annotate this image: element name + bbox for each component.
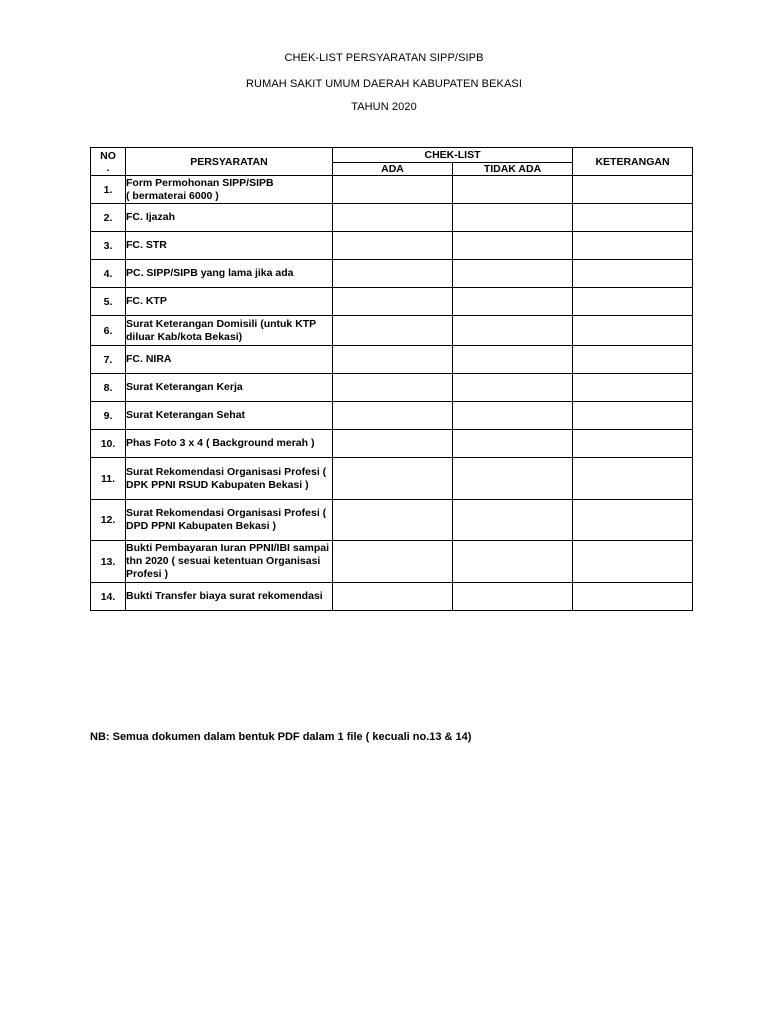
table-row	[91, 176, 693, 204]
row-number: 9.	[91, 402, 126, 430]
row-number: 12.	[91, 500, 126, 541]
table-row	[91, 430, 693, 458]
table-row	[91, 260, 693, 288]
row-number: 11.	[91, 458, 126, 500]
row-requirement: Form Permohonan SIPP/SIPB ( bermaterai 6000 )	[126, 176, 333, 204]
table-row	[91, 232, 693, 260]
table-row	[91, 204, 693, 232]
keterangan-cell[interactable]	[573, 583, 693, 611]
row-requirement: Surat Rekomendasi Organisasi Profesi ( DPK PPNI RSUD Kabupaten Bekasi )	[126, 458, 333, 500]
table-row	[91, 402, 693, 430]
ada-cell[interactable]	[333, 288, 453, 316]
table-row	[91, 583, 693, 611]
keterangan-cell[interactable]	[573, 541, 693, 583]
keterangan-cell[interactable]	[573, 346, 693, 374]
tidak-ada-cell[interactable]	[453, 260, 573, 288]
ada-cell[interactable]	[333, 402, 453, 430]
keterangan-cell[interactable]	[573, 288, 693, 316]
ada-cell[interactable]	[333, 374, 453, 402]
row-requirement: Surat Rekomendasi Organisasi Profesi ( DPD PPNI Kabupaten Bekasi )	[126, 500, 333, 541]
keterangan-cell[interactable]	[573, 316, 693, 346]
tidak-ada-cell[interactable]	[453, 541, 573, 583]
keterangan-cell[interactable]	[573, 500, 693, 541]
table-row	[91, 541, 693, 583]
ada-cell[interactable]	[333, 232, 453, 260]
row-number: 5.	[91, 288, 126, 316]
tidak-ada-cell[interactable]	[453, 346, 573, 374]
row-requirement: FC. STR	[126, 232, 333, 260]
tidak-ada-cell[interactable]	[453, 176, 573, 204]
ada-cell[interactable]	[333, 541, 453, 583]
tidak-ada-cell[interactable]	[453, 430, 573, 458]
row-requirement: FC. Ijazah	[126, 204, 333, 232]
ada-cell[interactable]	[333, 260, 453, 288]
header-checklist: CHEK-LIST	[333, 148, 573, 163]
header-persyaratan: PERSYARATAN	[126, 148, 333, 176]
row-number: 4.	[91, 260, 126, 288]
keterangan-cell[interactable]	[573, 430, 693, 458]
row-requirement: Surat Keterangan Domisili (untuk KTP diluar Kab/kota Bekasi)	[126, 316, 333, 346]
table-row	[91, 346, 693, 374]
footnote: NB: Semua dokumen dalam bentuk PDF dalam 1 file ( kecuali no.13 & 14)	[90, 731, 472, 743]
tidak-ada-cell[interactable]	[453, 288, 573, 316]
row-requirement: FC. NIRA	[126, 346, 333, 374]
keterangan-cell[interactable]	[573, 232, 693, 260]
row-number: 8.	[91, 374, 126, 402]
ada-cell[interactable]	[333, 204, 453, 232]
row-number: 13.	[91, 541, 126, 583]
keterangan-cell[interactable]	[573, 204, 693, 232]
row-number: 14.	[91, 583, 126, 611]
header-tidak-ada: TIDAK ADA	[453, 163, 573, 176]
tidak-ada-cell[interactable]	[453, 500, 573, 541]
tidak-ada-cell[interactable]	[453, 232, 573, 260]
ada-cell[interactable]	[333, 500, 453, 541]
row-requirement: Phas Foto 3 x 4 ( Background merah )	[126, 430, 333, 458]
ada-cell[interactable]	[333, 316, 453, 346]
row-number: 10.	[91, 430, 126, 458]
table-row	[91, 458, 693, 500]
institution-name: RUMAH SAKIT UMUM DAERAH KABUPATEN BEKASI	[246, 78, 522, 90]
header-no	[91, 148, 126, 176]
ada-cell[interactable]	[333, 430, 453, 458]
ada-cell[interactable]	[333, 458, 453, 500]
tidak-ada-cell[interactable]	[453, 316, 573, 346]
row-number: 6.	[91, 316, 126, 346]
tidak-ada-cell[interactable]	[453, 458, 573, 500]
keterangan-cell[interactable]	[573, 374, 693, 402]
table-row	[91, 316, 693, 346]
ada-cell[interactable]	[333, 583, 453, 611]
tidak-ada-cell[interactable]	[453, 374, 573, 402]
document-title: CHEK-LIST PERSYARATAN SIPP/SIPB	[284, 52, 484, 64]
ada-cell[interactable]	[333, 176, 453, 204]
keterangan-cell[interactable]	[573, 458, 693, 500]
keterangan-cell[interactable]	[573, 176, 693, 204]
row-requirement: FC. KTP	[126, 288, 333, 316]
row-requirement: Surat Keterangan Sehat	[126, 402, 333, 430]
row-number: 3.	[91, 232, 126, 260]
document-year: TAHUN 2020	[351, 101, 417, 113]
header-no-label: NO .	[100, 149, 116, 174]
row-number: 7.	[91, 346, 126, 374]
keterangan-cell[interactable]	[573, 260, 693, 288]
row-requirement: PC. SIPP/SIPB yang lama jika ada	[126, 260, 333, 288]
row-requirement: Bukti Pembayaran Iuran PPNI/IBI sampai thn 2020 ( sesuai ketentuan Organisasi Profesi )	[126, 541, 333, 583]
header-keterangan: KETERANGAN	[573, 148, 693, 176]
row-number: 2.	[91, 204, 126, 232]
table-row	[91, 500, 693, 541]
keterangan-cell[interactable]	[573, 402, 693, 430]
row-number: 1.	[91, 176, 126, 204]
tidak-ada-cell[interactable]	[453, 402, 573, 430]
ada-cell[interactable]	[333, 346, 453, 374]
tidak-ada-cell[interactable]	[453, 583, 573, 611]
tidak-ada-cell[interactable]	[453, 204, 573, 232]
table-row	[91, 288, 693, 316]
row-requirement: Surat Keterangan Kerja	[126, 374, 333, 402]
header-ada: ADA	[333, 163, 453, 176]
row-requirement: Bukti Transfer biaya surat rekomendasi	[126, 583, 333, 611]
table-row	[91, 374, 693, 402]
checklist-table	[90, 147, 693, 611]
